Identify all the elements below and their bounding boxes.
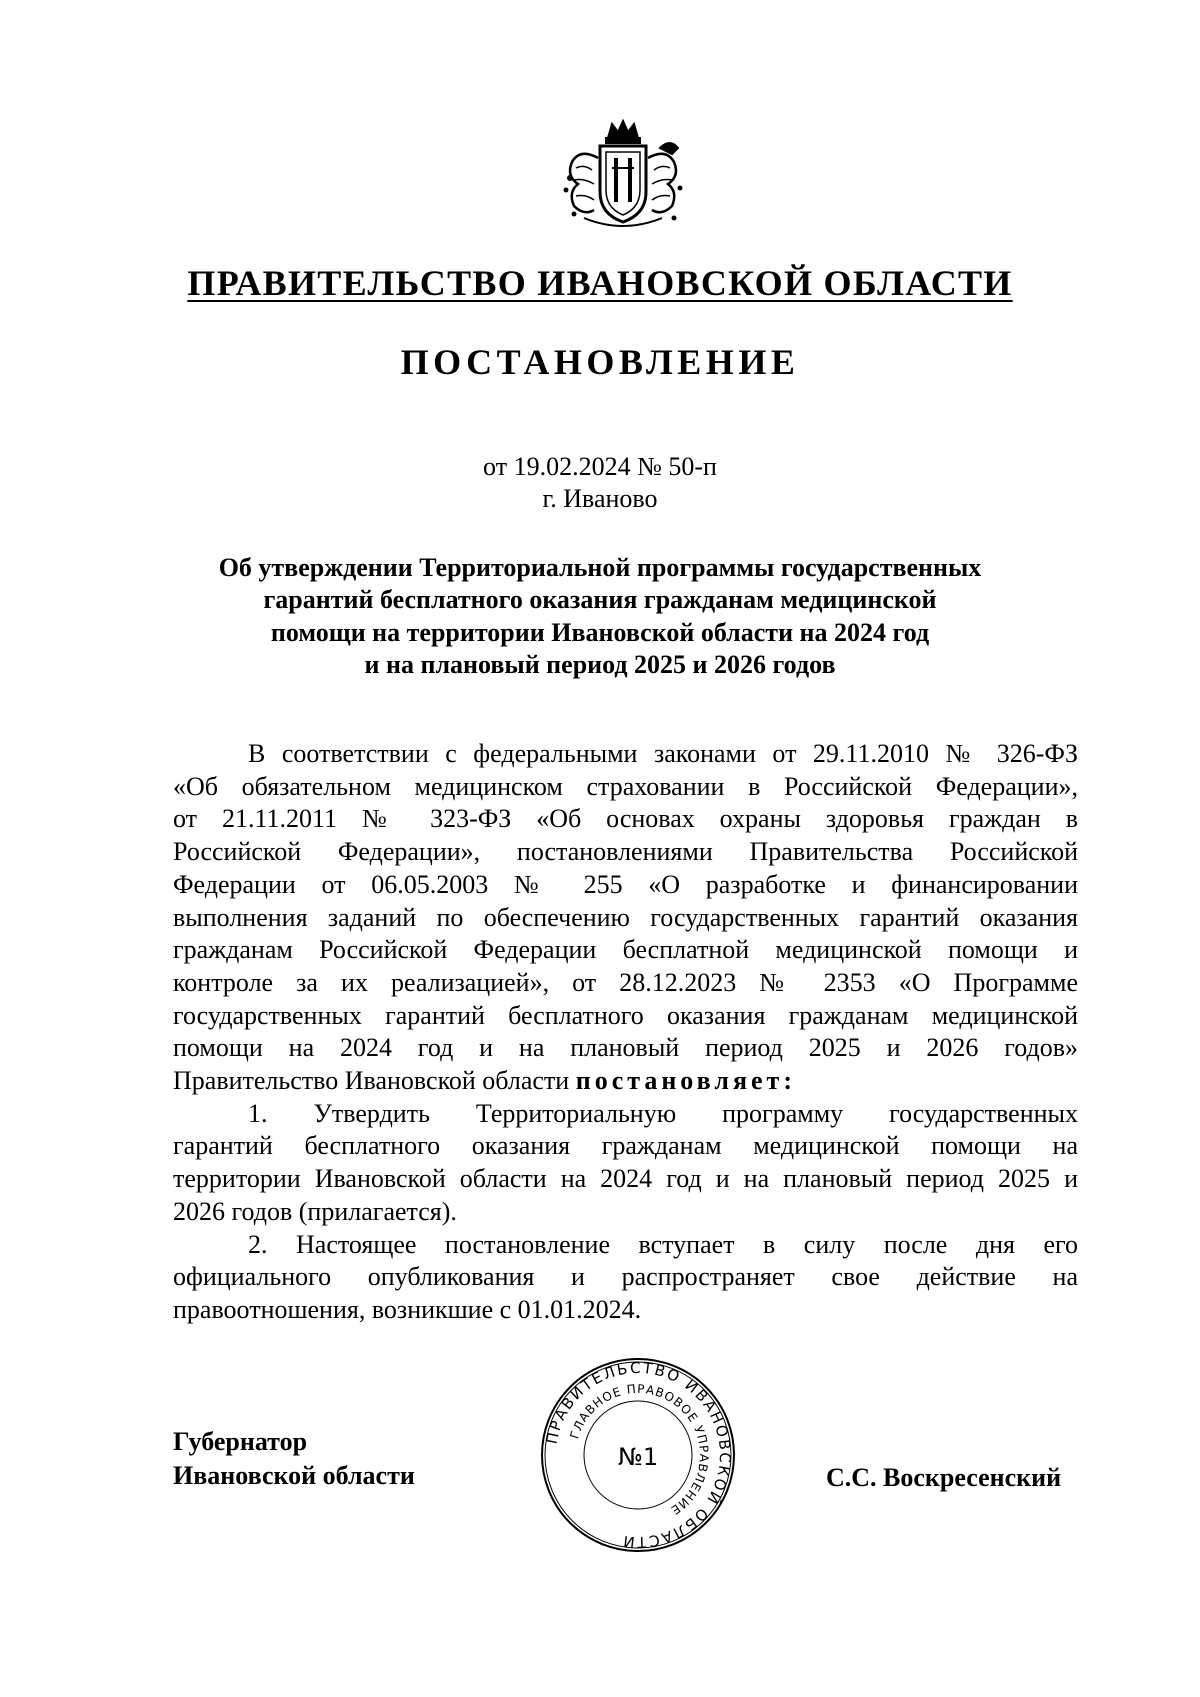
- official-stamp: [538, 1355, 738, 1555]
- preamble-line: «Об обязательном медицинском страховании в Российской Федерации»,: [173, 771, 1078, 801]
- preamble-line: государственных гарантий бесплатного оказания гражданам медицинской: [173, 1000, 1078, 1030]
- document-subject: [150, 552, 1050, 682]
- signatory-position-line2: Ивановской области: [173, 1461, 415, 1490]
- preamble-line: выполнения заданий по обеспечению государственных гарантий оказания: [173, 902, 1078, 932]
- item-1-line: гарантий бесплатного оказания гражданам медицинской помощи на: [173, 1131, 1078, 1161]
- item-2-line: официального опубликования и распространяет свое действие на: [173, 1262, 1078, 1292]
- government-title: ПРАВИТЕЛЬСТВО ИВАНОВСКОЙ ОБЛАСТИ: [187, 263, 1013, 303]
- subject-line: и на плановый период 2025 и 2026 годов: [364, 650, 836, 680]
- item-1-line: 1. Утвердить Территориальную программу государственных: [248, 1098, 1078, 1128]
- document-number-date: от 19.02.2024 № 50-п: [483, 452, 717, 481]
- signatory-position-line1: Губернатор: [173, 1427, 308, 1456]
- item-2-line: 2. Настоящее постановление вступает в силу после дня его: [248, 1229, 1078, 1259]
- stamp-number: №1: [617, 1443, 659, 1471]
- preamble-final-line: [173, 1065, 1078, 1098]
- preamble-line: Российской Федерации», постановлениями Правительства Российской: [173, 837, 1078, 867]
- preamble-line: от 21.11.2011 № 323-ФЗ «Об основах охраны здоровья граждан в: [173, 804, 1078, 834]
- document-type-title: ПОСТАНОВЛЕНИЕ: [400, 342, 800, 382]
- stamp-outer-text: ПРАВИТЕЛЬСТВО ИВАНОВСКОЙ ОБЛАСТИ: [542, 1358, 735, 1552]
- subject-line: помощи на территории Ивановской области на 2024 год: [270, 617, 930, 647]
- signatory-name: С.С. Воскресенский: [826, 1463, 1062, 1492]
- preamble-line: гражданам Российской Федерации бесплатной медицинской помощи и: [173, 935, 1078, 965]
- preamble-line: контроле за их реализацией», от 28.12.2023 № 2353 «О Программе: [173, 967, 1078, 997]
- document-city: г. Иваново: [542, 484, 658, 513]
- stamp-inner-text: ГЛАВНОЕ ПРАВОВОЕ УПРАВЛЕНИЕ: [567, 1381, 712, 1518]
- signatory-position: [173, 1425, 415, 1493]
- decrees-colon: :: [783, 1066, 792, 1096]
- preamble-end: Правительство Ивановской области: [173, 1066, 570, 1096]
- subject-line: гарантий бесплатного оказания гражданам медицинской: [263, 585, 937, 615]
- item-2-line: правоотношения, возникшие с 01.01.2024.: [173, 1294, 642, 1324]
- coat-of-arms-emblem: [554, 118, 692, 232]
- item-1-line: 2026 годов (прилагается).: [173, 1196, 457, 1226]
- preamble-line: помощи на 2024 год и на плановый период 2025 и 2026 годов»: [173, 1033, 1078, 1063]
- item-1-line: территории Ивановской области на 2024 год и на плановый период 2025 и: [173, 1164, 1078, 1194]
- preamble-line: Федерации от 06.05.2003 № 255 «О разработке и финансировании: [173, 869, 1078, 899]
- decrees-word: постановляет: [575, 1066, 784, 1096]
- subject-line: Об утверждении Территориальной программы государственных: [218, 553, 982, 582]
- preamble-line: В соответствии с федеральными законами от 29.11.2010 № 326-ФЗ: [248, 739, 1078, 768]
- document-body: [173, 738, 1078, 1327]
